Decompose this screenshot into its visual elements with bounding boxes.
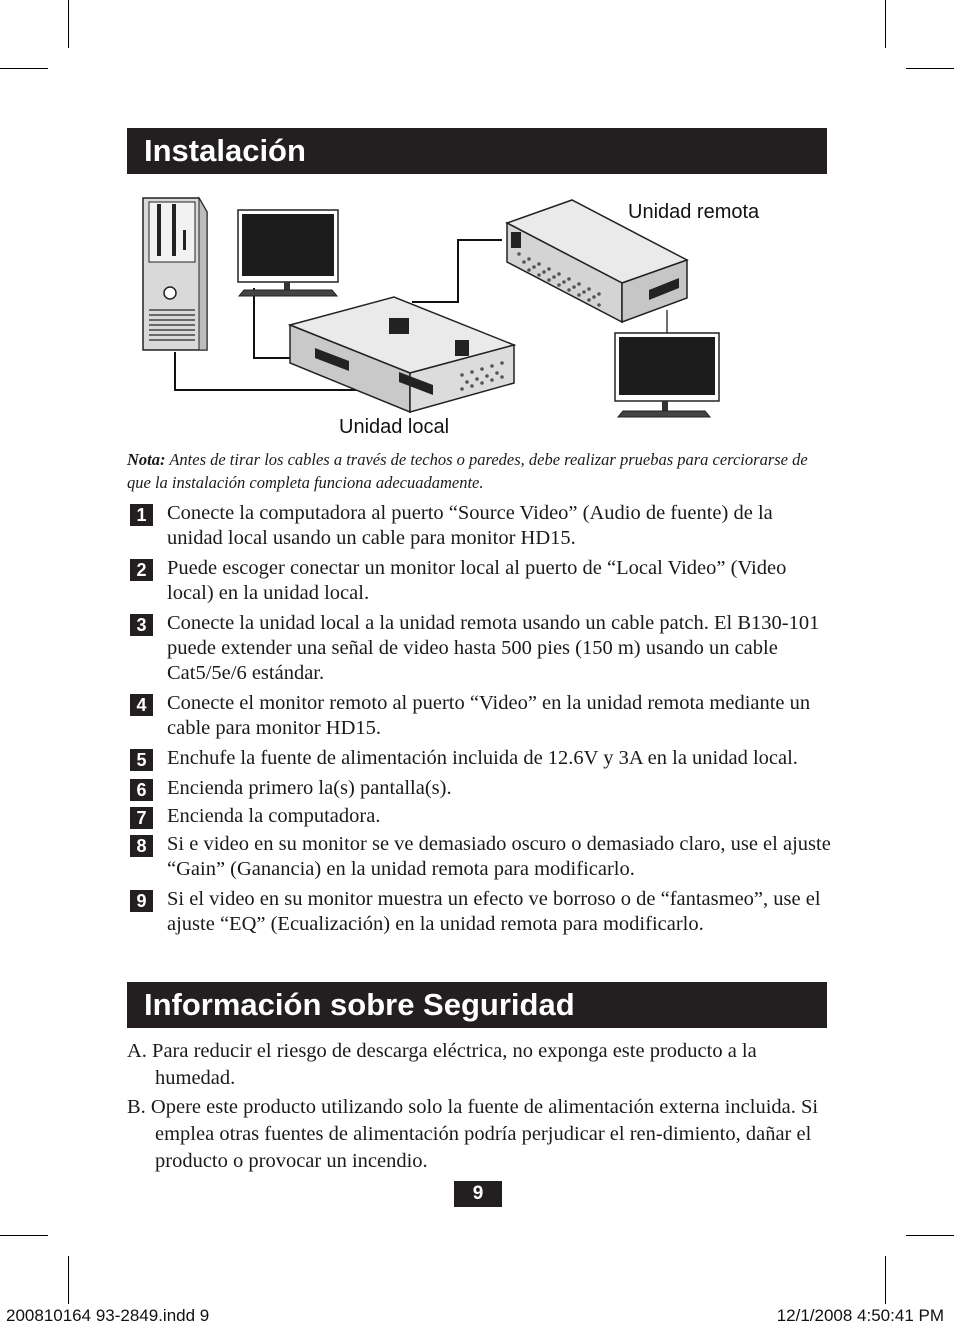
step-text: Conecte la computadora al puerto “Source Video” (Audio de fuente) de la unidad local usando un cable para monitor HD15. [167, 502, 773, 549]
step-item [127, 691, 832, 741]
step-number: 4 [130, 694, 153, 716]
step-text: Si e video en su monitor se ve demasiado oscuro o demasiado claro, use el ajuste “Gain” (Ganancia) en la unidad remota para modificarlo. [167, 833, 831, 880]
step-text: Si el video en su monitor muestra un efecto ve borroso o de “fantasmeo”, use el ajuste “EQ” (Ecualización) en la unidad remota para modificarlo. [167, 888, 821, 935]
step-item [127, 887, 832, 937]
safety-heading: Información sobre Seguridad [127, 982, 827, 1028]
remote-monitor-icon [615, 333, 719, 417]
safety-item: A. Para reducir el riesgo de descarga eléctrica, no exponga este producto a la humedad. [127, 1040, 757, 1089]
crop-mark [0, 1235, 48, 1236]
step-item [127, 501, 832, 551]
step-text: Enchufe la fuente de alimentación incluida de 12.6V y 3A en la unidad local. [167, 747, 798, 769]
step-item [127, 746, 832, 771]
safety-list [127, 1038, 832, 1177]
local-monitor-icon [238, 210, 338, 296]
step-number: 8 [130, 835, 153, 857]
remote-unit-label: Unidad remota [628, 201, 760, 223]
page-number: 9 [454, 1181, 502, 1207]
safety-item: B. Opere este producto utilizando solo la fuente de alimentación externa incluida. Si emplea otras fuentes de alimentación podría perjudicar el ren-dimiento, dañar el producto o provocar un incendio. [127, 1096, 819, 1172]
note-text: Antes de tirar los cables a través de techos o paredes, debe realizar pruebas para cerciorarse de que la instalación completa funciona adecuadamente. [127, 450, 808, 492]
computer-icon [143, 198, 207, 350]
cat5-cable [412, 240, 502, 302]
step-item [127, 832, 832, 882]
step-number: 1 [130, 504, 153, 526]
crop-mark [0, 68, 48, 69]
crop-mark [885, 1256, 886, 1304]
installation-diagram [127, 190, 827, 440]
step-number: 3 [130, 614, 153, 636]
step-number: 2 [130, 559, 153, 581]
step-number: 7 [130, 807, 153, 829]
step-number: 5 [130, 749, 153, 771]
step-text: Encienda la computadora. [167, 805, 381, 827]
step-item [127, 804, 832, 829]
crop-mark [885, 0, 886, 48]
crop-mark [906, 68, 954, 69]
local-unit-label: Unidad local [339, 416, 450, 438]
crop-mark [68, 1256, 69, 1304]
local-unit-icon [290, 297, 514, 412]
step-item [127, 776, 832, 801]
footer-filename: 200810164 93-2849.indd 9 [6, 1306, 210, 1325]
step-text: Puede escoger conectar un monitor local al puerto de “Local Video” (Video local) en la unidad local. [167, 557, 787, 604]
step-text: Conecte el monitor remoto al puerto “Video” en la unidad remota mediante un cable para monitor HD15. [167, 692, 811, 739]
step-item [127, 611, 832, 686]
crop-mark [906, 1235, 954, 1236]
installation-note [127, 448, 827, 494]
step-text: Conecte la unidad local a la unidad remota usando un cable patch. El B130-101 puede extender una señal de video hasta 500 pies (150 m) usando un cable Cat5/5e/6 estándar. [167, 612, 820, 684]
step-number: 9 [130, 890, 153, 912]
footer-datetime: 12/1/2008 4:50:41 PM [776, 1306, 944, 1325]
connection-diagram [127, 190, 827, 440]
crop-mark [68, 0, 69, 48]
installation-steps [127, 501, 832, 942]
note-label: Nota: [127, 450, 166, 469]
installation-heading: Instalación [127, 128, 827, 174]
step-number: 6 [130, 779, 153, 801]
step-text: Encienda primero la(s) pantalla(s). [167, 777, 452, 799]
step-item [127, 556, 832, 606]
